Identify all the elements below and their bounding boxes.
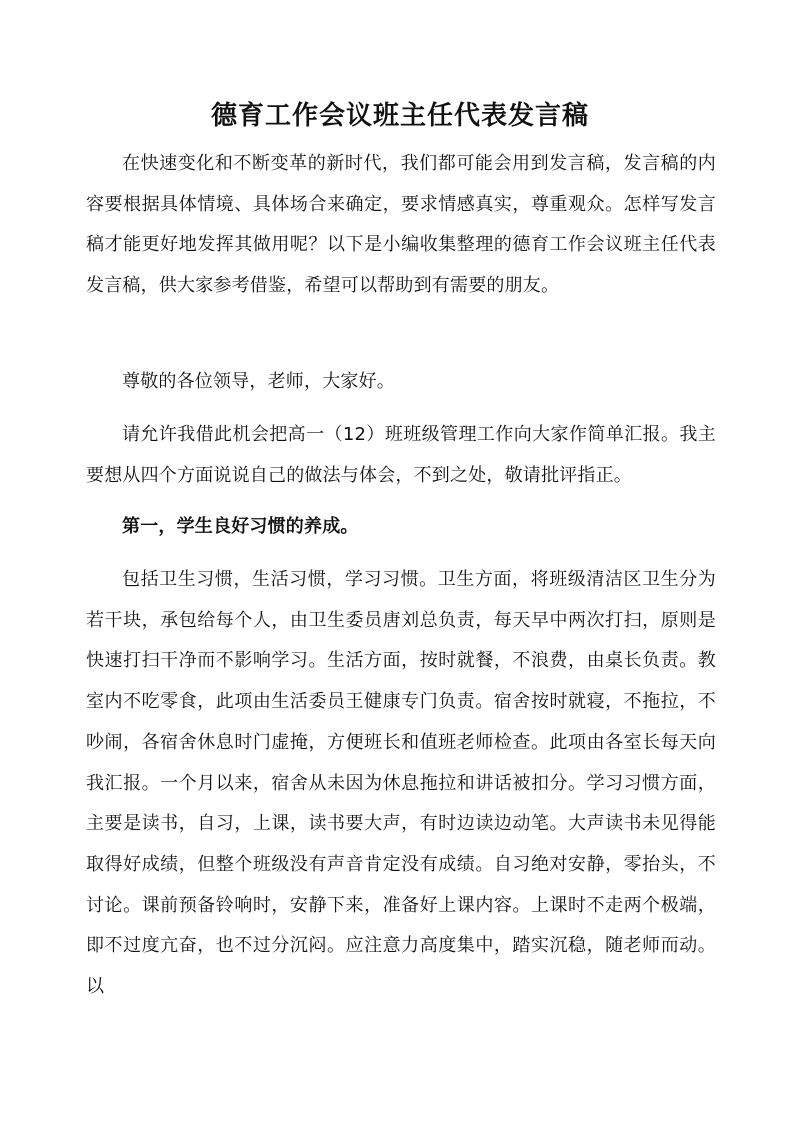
section-heading-1: 第一，学生良好习惯的养成。 (122, 516, 359, 537)
report-intro-paragraph: 请允许我借此机会把高一（12）班班级管理工作向大家作简单汇报。我主要想从四个方面说说自己的做法与体会，不到之处，敬请批评指正。 (86, 424, 716, 486)
intro-paragraph: 在快速变化和不断变革的新时代，我们都可能会用到发言稿，发言稿的内容要根据具体情境、具体场合来确定，要求情感真实，尊重观众。怎样写发言稿才能更好地发挥其做用呢？以下是小编收集整理的德育工作会议班主任代表发言稿，供大家参考借鉴，希望可以帮助到有需要的朋友。 (86, 153, 716, 297)
document-title: 德育工作会议班主任代表发言稿 (210, 101, 589, 131)
habits-paragraph: 包括卫生习惯，生活习惯，学习习惯。卫生方面，将班级清洁区卫生分为若干块，承包给每个人，由卫生委员唐刘总负责，每天早中两次打扫，原则是快速打扫干净而不影响学习。生活方面，按时就餐，不浪费，由桌长负责。教室内不吃零食，此项由生活委员王健康专门负责。宿舍按时就寝，不拖拉，不吵闹，各宿舍休息时门虚掩，方便班长和值班老师检查。此项由各室长每天向我汇报。一个月以来，宿舍从未因为休息拖拉和讲话被扣分。学习习惯方面，主要是读书，自习，上课，读书要大声，有时边读边动笔。大声读书未见得能取得好成绩，但整个班级没有声音肯定没有成绩。自习绝对安静，零抬头，不讨论。课前预备铃响时，安静下来，准备好上课内容。上课时不走两个极端，即不过度亢奋，也不过分沉闷。应注意力高度集中，踏实沉稳，随老师而动。以 (86, 569, 716, 998)
greeting-paragraph: 尊敬的各位领导，老师，大家好。 (122, 371, 395, 392)
